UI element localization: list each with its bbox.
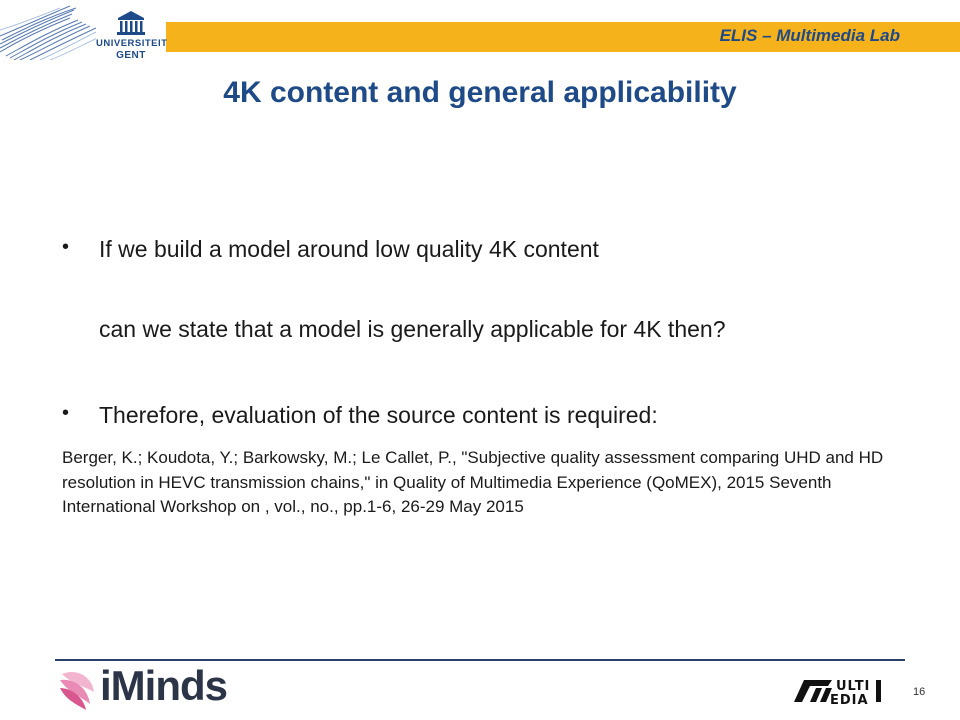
bullet-dot-icon: • <box>62 402 70 424</box>
bullet-text: If we build a model around low quality 4K content <box>99 236 599 262</box>
header-swoosh-graphic <box>0 0 110 60</box>
iminds-logo <box>56 662 236 714</box>
iminds-logo-text: iMinds <box>100 662 227 709</box>
bullet-continuation: can we state that a model is generally applicable for 4K then? <box>99 316 726 342</box>
university-name-line1: UNIVERSITEIT <box>96 38 168 49</box>
university-name-line2: GENT <box>116 50 146 61</box>
building-icon <box>96 8 166 38</box>
university-logo <box>96 8 166 64</box>
bullet-text: Therefore, evaluation of the source content is required: <box>99 402 658 428</box>
page-number: 16 <box>913 686 926 698</box>
iminds-flower-icon <box>56 666 100 712</box>
lab-name: ELIS – Multimedia Lab <box>719 26 900 45</box>
slide-title: 4K content and general applicability <box>223 76 737 109</box>
svg-text:EDIA: EDIA <box>830 693 869 706</box>
bullet-dot-icon: • <box>62 236 70 258</box>
multimedia-lab-logo <box>792 674 908 706</box>
footer-divider <box>55 659 905 661</box>
citation-reference: Berger, K.; Koudota, Y.; Barkowsky, M.; Le Callet, P., "Subjective quality assessment comparing UHD and HD resolution in HEVC transmission chains," in Quality of Multimedia Experience (QoMEX), 2015 Seventh International Workshop on , vol., no., pp.1-6, 26-29 May 2015 <box>62 448 884 516</box>
svg-text:ULTI: ULTI <box>836 679 871 694</box>
